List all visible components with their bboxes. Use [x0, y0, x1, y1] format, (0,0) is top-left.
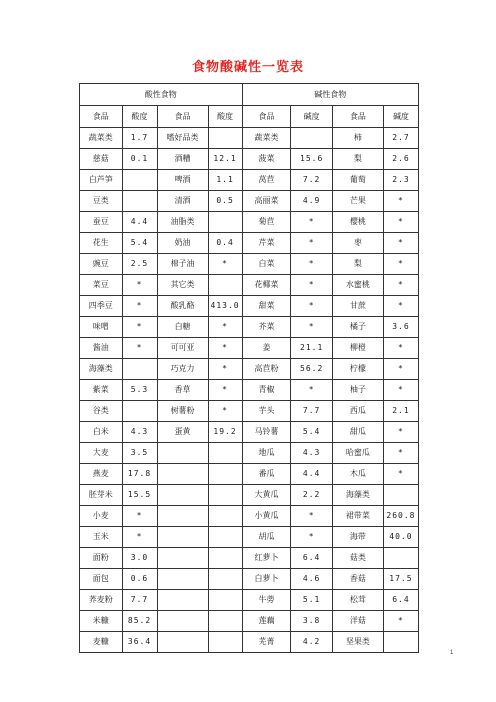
food-cell [157, 443, 208, 464]
column-header: 食品 [332, 106, 383, 128]
table-row [80, 401, 419, 422]
value-cell: 2.2 [291, 485, 332, 506]
food-cell: 小麦 [80, 506, 123, 527]
food-cell: 甜瓜 [332, 422, 383, 443]
value-cell: 3.8 [291, 611, 332, 632]
column-header-row [80, 106, 419, 128]
value-cell [291, 128, 332, 149]
value-cell: 5.1 [291, 590, 332, 611]
food-cell [157, 485, 208, 506]
value-cell: * [383, 380, 418, 401]
food-cell: 莴苣 [242, 170, 291, 191]
food-cell: 海藻类 [332, 485, 383, 506]
value-cell: * [122, 275, 157, 296]
value-cell: * [122, 317, 157, 338]
column-header: 碱度 [291, 106, 332, 128]
column-header: 酸度 [122, 106, 157, 128]
food-cell: 牛蒡 [242, 590, 291, 611]
food-cell: 番瓜 [242, 464, 291, 485]
value-cell: 56.2 [291, 359, 332, 380]
food-cell: 白糖 [157, 317, 208, 338]
food-cell: 四季豆 [80, 296, 123, 317]
value-cell: * [383, 443, 418, 464]
food-cell: 梨 [332, 254, 383, 275]
value-cell: 7.7 [122, 590, 157, 611]
value-cell: 0.5 [208, 191, 242, 212]
value-cell: * [208, 254, 242, 275]
food-cell: 坚果类 [332, 632, 383, 653]
table-row [80, 233, 419, 254]
value-cell: 413.0 [208, 296, 242, 317]
food-cell [157, 590, 208, 611]
value-cell: * [122, 527, 157, 548]
food-cell [157, 569, 208, 590]
value-cell: 17.8 [122, 464, 157, 485]
value-cell: 3.6 [383, 317, 418, 338]
food-cell: 清酒 [157, 191, 208, 212]
table-row [80, 254, 419, 275]
food-cell: 红萝卜 [242, 548, 291, 569]
food-cell: 蛋黄 [157, 422, 208, 443]
table-row [80, 338, 419, 359]
value-cell: 5.4 [291, 422, 332, 443]
food-cell: 米糠 [80, 611, 123, 632]
page-number: 1 [450, 650, 454, 656]
value-cell: 3.5 [122, 443, 157, 464]
table-row [80, 149, 419, 170]
table-row [80, 128, 419, 149]
value-cell [383, 632, 418, 653]
food-cell: 嗜好品类 [157, 128, 208, 149]
value-cell: 6.4 [383, 590, 418, 611]
value-cell: 40.0 [383, 527, 418, 548]
group-header-row [80, 84, 419, 106]
table-row [80, 422, 419, 443]
value-cell: 12.1 [208, 149, 242, 170]
food-cell: 裙带菜 [332, 506, 383, 527]
food-cell: 可可亚 [157, 338, 208, 359]
food-cell: 白芦笋 [80, 170, 123, 191]
food-cell: 蔬菜类 [80, 128, 123, 149]
food-cell: 花生 [80, 233, 123, 254]
food-cell: 樱桃 [332, 212, 383, 233]
food-cell: 松茸 [332, 590, 383, 611]
value-cell: 85.2 [122, 611, 157, 632]
table-row [80, 506, 419, 527]
value-cell: 5.3 [122, 380, 157, 401]
food-cell: 菠菜 [242, 149, 291, 170]
value-cell: 21.1 [291, 338, 332, 359]
food-cell: 白萝卜 [242, 569, 291, 590]
value-cell: * [383, 611, 418, 632]
food-cell: 香菇 [332, 569, 383, 590]
food-cell: 葡萄 [332, 170, 383, 191]
value-cell: * [291, 527, 332, 548]
table-row [80, 275, 419, 296]
value-cell: 4.6 [291, 569, 332, 590]
value-cell: * [208, 401, 242, 422]
food-cell: 燕麦 [80, 464, 123, 485]
value-cell: 36.4 [122, 632, 157, 653]
value-cell: * [208, 380, 242, 401]
alkaline-group-header: 碱性食物 [242, 84, 418, 106]
value-cell: * [383, 275, 418, 296]
value-cell: 7.7 [291, 401, 332, 422]
food-cell: 香草 [157, 380, 208, 401]
food-cell: 大黄瓜 [242, 485, 291, 506]
value-cell [208, 275, 242, 296]
table-row [80, 464, 419, 485]
value-cell: 2.5 [122, 254, 157, 275]
food-cell [157, 632, 208, 653]
food-cell: 胡瓜 [242, 527, 291, 548]
food-cell: 白米 [80, 422, 123, 443]
value-cell: * [291, 212, 332, 233]
value-cell: 4.3 [122, 422, 157, 443]
food-cell: 马铃薯 [242, 422, 291, 443]
table-row [80, 212, 419, 233]
value-cell: * [383, 338, 418, 359]
value-cell: * [383, 422, 418, 443]
column-header: 酸度 [208, 106, 242, 128]
food-cell: 芜菁 [242, 632, 291, 653]
value-cell [208, 212, 242, 233]
food-cell: 枣 [332, 233, 383, 254]
food-cell: 水蜜桃 [332, 275, 383, 296]
table-row [80, 527, 419, 548]
food-cell: 海带 [332, 527, 383, 548]
food-cell: 芥菜 [242, 317, 291, 338]
value-cell: 2.7 [383, 128, 418, 149]
food-cell [157, 548, 208, 569]
food-cell: 地瓜 [242, 443, 291, 464]
value-cell: 0.6 [122, 569, 157, 590]
food-cell: 木瓜 [332, 464, 383, 485]
table-row [80, 632, 419, 653]
value-cell: * [291, 233, 332, 254]
food-cell: 青椒 [242, 380, 291, 401]
value-cell: 260.8 [383, 506, 418, 527]
value-cell: * [291, 275, 332, 296]
value-cell: 19.2 [208, 422, 242, 443]
food-cell: 菊苣 [242, 212, 291, 233]
food-cell: 白菜 [242, 254, 291, 275]
value-cell: * [383, 254, 418, 275]
food-cell: 高丽菜 [242, 191, 291, 212]
value-cell: * [291, 506, 332, 527]
value-cell: 3.0 [122, 548, 157, 569]
food-cell: 面粉 [80, 548, 123, 569]
value-cell: 6.4 [291, 548, 332, 569]
food-cell: 柠檬 [332, 359, 383, 380]
page-title: 食物酸碱性一览表 [191, 60, 304, 75]
value-cell: 4.2 [291, 632, 332, 653]
column-header: 食品 [157, 106, 208, 128]
value-cell: 4.3 [291, 443, 332, 464]
value-cell: * [208, 359, 242, 380]
value-cell: 1.1 [208, 170, 242, 191]
food-cell: 玉米 [80, 527, 123, 548]
value-cell: 0.1 [122, 149, 157, 170]
food-cell: 树薯粉 [157, 401, 208, 422]
food-cell: 巧克力 [157, 359, 208, 380]
value-cell [208, 569, 242, 590]
food-cell: 面包 [80, 569, 123, 590]
food-cell: 菇类 [332, 548, 383, 569]
value-cell: * [383, 359, 418, 380]
value-cell: * [383, 191, 418, 212]
table-row [80, 590, 419, 611]
value-cell: 4.4 [122, 212, 157, 233]
table-row [80, 569, 419, 590]
food-cell [157, 611, 208, 632]
food-cell: 蚕豆 [80, 212, 123, 233]
food-cell: 菜豆 [80, 275, 123, 296]
value-cell: * [383, 233, 418, 254]
food-cell: 麦糠 [80, 632, 123, 653]
food-cell: 甘蔗 [332, 296, 383, 317]
value-cell: 15.5 [122, 485, 157, 506]
table-row [80, 548, 419, 569]
table-row [80, 380, 419, 401]
acid-group-header: 酸性食物 [80, 84, 243, 106]
value-cell: * [291, 254, 332, 275]
value-cell: * [383, 464, 418, 485]
value-cell: * [383, 212, 418, 233]
food-cell: 酒糟 [157, 149, 208, 170]
table-row [80, 317, 419, 338]
value-cell [122, 401, 157, 422]
table-row [80, 296, 419, 317]
value-cell [208, 464, 242, 485]
value-cell [383, 485, 418, 506]
food-cell: 棉子油 [157, 254, 208, 275]
table-row [80, 170, 419, 191]
food-cell: 啤酒 [157, 170, 208, 191]
value-cell [122, 170, 157, 191]
food-cell: 蔬菜类 [242, 128, 291, 149]
value-cell: * [122, 506, 157, 527]
value-cell: 7.2 [291, 170, 332, 191]
food-cell [157, 527, 208, 548]
table-row [80, 359, 419, 380]
food-cell: 油脂类 [157, 212, 208, 233]
food-cell: 甜菜 [242, 296, 291, 317]
column-header: 碱度 [383, 106, 418, 128]
table-row [80, 443, 419, 464]
food-cell: 其它类 [157, 275, 208, 296]
food-cell: 柿 [332, 128, 383, 149]
food-cell: 莲藕 [242, 611, 291, 632]
food-cell: 小黄瓜 [242, 506, 291, 527]
table-row [80, 611, 419, 632]
food-cell: 姜 [242, 338, 291, 359]
table-row [80, 485, 419, 506]
value-cell: 15.6 [291, 149, 332, 170]
food-cell: 豆类 [80, 191, 123, 212]
value-cell [208, 128, 242, 149]
food-cell: 芹菜 [242, 233, 291, 254]
value-cell [383, 548, 418, 569]
food-cell: 豌豆 [80, 254, 123, 275]
value-cell: * [122, 338, 157, 359]
food-cell: 酸乳酪 [157, 296, 208, 317]
value-cell: 4.9 [291, 191, 332, 212]
food-cell: 橘子 [332, 317, 383, 338]
value-cell [208, 611, 242, 632]
value-cell: 0.4 [208, 233, 242, 254]
food-cell: 海藻类 [80, 359, 123, 380]
value-cell [208, 443, 242, 464]
food-cell [157, 464, 208, 485]
food-cell: 芒果 [332, 191, 383, 212]
value-cell: 17.5 [383, 569, 418, 590]
value-cell: 2.3 [383, 170, 418, 191]
food-cell: 奶油 [157, 233, 208, 254]
value-cell [208, 485, 242, 506]
column-header: 食品 [242, 106, 291, 128]
food-cell: 荞麦粉 [80, 590, 123, 611]
food-cell: 洋菇 [332, 611, 383, 632]
value-cell: 2.1 [383, 401, 418, 422]
food-cell: 胚芽米 [80, 485, 123, 506]
value-cell [122, 191, 157, 212]
food-cell: 哈蜜瓜 [332, 443, 383, 464]
value-cell [122, 359, 157, 380]
food-cell: 柳橙 [332, 338, 383, 359]
value-cell [208, 632, 242, 653]
value-cell: * [208, 317, 242, 338]
food-cell: 谷类 [80, 401, 123, 422]
value-cell: 1.7 [122, 128, 157, 149]
food-cell: 梨 [332, 149, 383, 170]
food-cell: 酱油 [80, 338, 123, 359]
column-header: 食品 [80, 106, 123, 128]
value-cell: 2.6 [383, 149, 418, 170]
value-cell: * [291, 380, 332, 401]
value-cell [208, 590, 242, 611]
value-cell: * [208, 338, 242, 359]
food-cell: 味噌 [80, 317, 123, 338]
food-cell: 紫菜 [80, 380, 123, 401]
value-cell: 5.4 [122, 233, 157, 254]
value-cell: * [122, 296, 157, 317]
table-row [80, 191, 419, 212]
food-cell: 花椰菜 [242, 275, 291, 296]
value-cell [208, 527, 242, 548]
value-cell: * [291, 317, 332, 338]
acid-alkaline-table [79, 83, 419, 653]
food-cell: 大麦 [80, 443, 123, 464]
value-cell [208, 506, 242, 527]
food-cell [157, 506, 208, 527]
food-cell: 慈菇 [80, 149, 123, 170]
food-cell: 芋头 [242, 401, 291, 422]
food-cell: 西瓜 [332, 401, 383, 422]
food-cell: 高苣粉 [242, 359, 291, 380]
food-cell: 柚子 [332, 380, 383, 401]
value-cell: 4.4 [291, 464, 332, 485]
value-cell: * [383, 296, 418, 317]
value-cell: * [291, 296, 332, 317]
value-cell [208, 548, 242, 569]
